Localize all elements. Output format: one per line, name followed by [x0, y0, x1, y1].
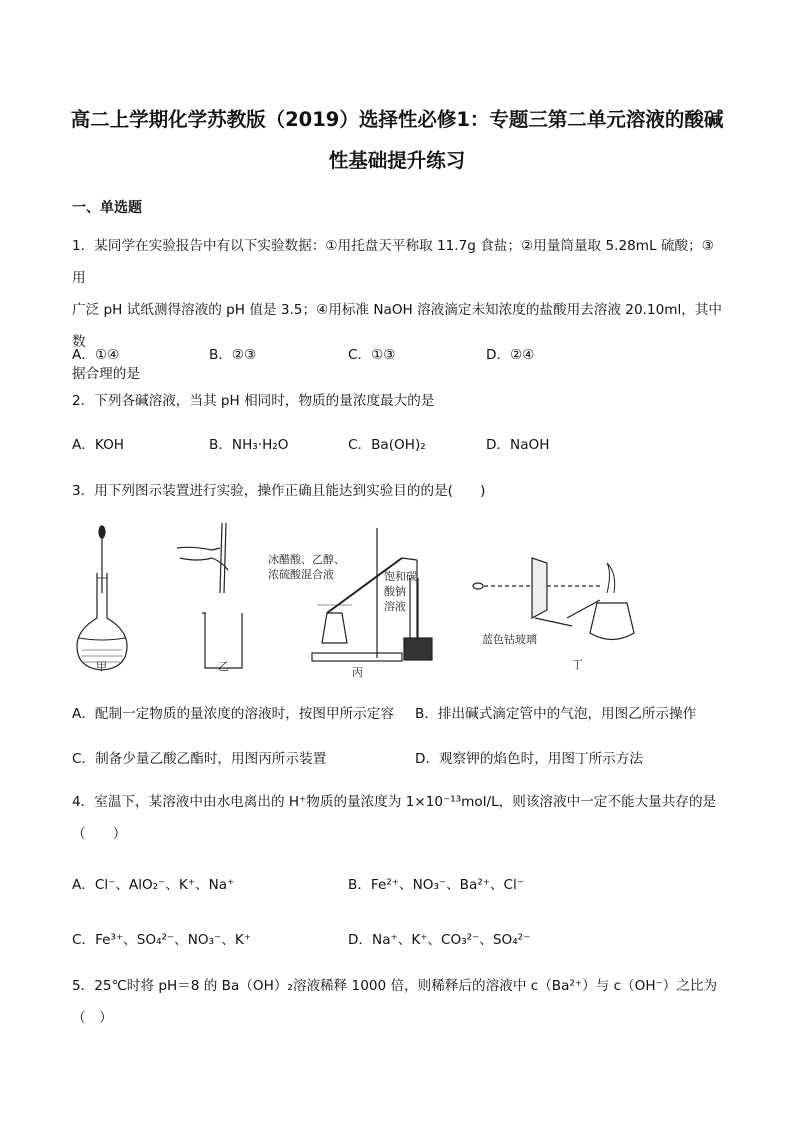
- q3-option-a: A．配制一定物质的量浓度的溶液时，按图甲所示定容: [72, 706, 394, 722]
- q2-option-b: B．NH₃·H₂O: [209, 437, 289, 453]
- label-saturated-3: 溶液: [384, 600, 406, 613]
- q1-option-c: C．①③: [348, 347, 396, 363]
- label-yi: 乙: [218, 660, 229, 673]
- q4-option-d: D．Na⁺、K⁺、CO₃²⁻、SO₄²⁻: [348, 932, 531, 948]
- flame-test-diagram: [473, 558, 634, 640]
- label-mixture-2: 浓硫酸混合液: [268, 568, 334, 581]
- title-line-2: 性基础提升练习: [328, 149, 466, 172]
- document-title: [70, 99, 724, 181]
- q2-option-a: A．KOH: [72, 437, 124, 453]
- question-5-line-1: 5．25℃时将 pH＝8 的 Ba（OH）₂溶液稀释 1000 倍，则稀释后的溶液中 c（Ba²⁺）与 c（OH⁻）之比为: [72, 978, 718, 994]
- label-mixture-1: 冰醋酸、乙醇、: [268, 553, 345, 566]
- burette-hand-diagram: [177, 523, 242, 668]
- q2-option-c: C．Ba(OH)₂: [348, 437, 426, 453]
- question-1: [72, 230, 724, 390]
- q1-option-d: D．②④: [486, 347, 535, 363]
- question-3-stem: 3．用下列图示装置进行实验，操作正确且能达到实验目的的是( ): [72, 483, 486, 499]
- label-saturated-2: 酸钠: [384, 585, 406, 598]
- q2-option-d: D．NaOH: [486, 437, 550, 453]
- q3-option-d: D．观察钾的焰色时，用图丁所示方法: [415, 751, 643, 767]
- volumetric-flask-diagram: [77, 526, 127, 670]
- q3-option-c: C．制备少量乙酸乙酯时，用图丙所示装置: [72, 751, 327, 767]
- question-1-line-3: 据合理的是: [72, 366, 140, 382]
- q4-option-b: B．Fe²⁺、NO₃⁻、Ba²⁺、Cl⁻: [348, 877, 524, 893]
- title-line-1: 高二上学期化学苏教版（2019）选择性必修1：专题三第二单元溶液的酸碱: [70, 108, 724, 131]
- q1-option-a: A．①④: [72, 347, 120, 363]
- q4-option-a: A．Cl⁻、AlO₂⁻、K⁺、Na⁺: [72, 877, 235, 893]
- question-4-line-1: 4．室温下，某溶液中由水电离出的 H⁺物质的量浓度为 1×10⁻¹³mol/L，则该溶液中一定不能大量共存的是: [72, 794, 717, 810]
- ethyl-acetate-apparatus-diagram: [312, 528, 432, 661]
- question-5-line-2: （ ）: [72, 1010, 113, 1026]
- label-saturated-1: 饱和碳: [384, 570, 417, 583]
- label-cobalt-glass: 蓝色钴玻璃: [482, 633, 537, 646]
- question-5: [72, 970, 724, 1034]
- label-bing: 丙: [352, 666, 363, 678]
- question-1-line-1: 1．某同学在实验报告中有以下实验数据：①用托盘天平称取 11.7g 食盐；②用量筒量取 5.28mL 硫酸；③用: [72, 238, 714, 286]
- apparatus-figure: [72, 518, 712, 678]
- question-2-stem: 2．下列各碱溶液，当其 pH 相同时，物质的量浓度最大的是: [72, 393, 435, 409]
- label-ding: 丁: [572, 658, 583, 671]
- q3-option-b: B．排出碱式滴定管中的气泡，用图乙所示操作: [415, 706, 697, 722]
- q4-option-c: C．Fe³⁺、SO₄²⁻、NO₃⁻、K⁺: [72, 932, 251, 948]
- section-heading: 一、单选题: [72, 200, 142, 216]
- question-4: [72, 786, 724, 850]
- q1-option-b: B．②③: [209, 347, 257, 363]
- question-1-line-2: 广泛 pH 试纸测得溶液的 pH 值是 3.5；④用标准 NaOH 溶液滴定未知浓度的盐酸用去溶液 20.10ml，其中数: [72, 302, 723, 350]
- question-4-line-2: （ ）: [72, 826, 127, 842]
- label-jia: 甲: [96, 660, 107, 673]
